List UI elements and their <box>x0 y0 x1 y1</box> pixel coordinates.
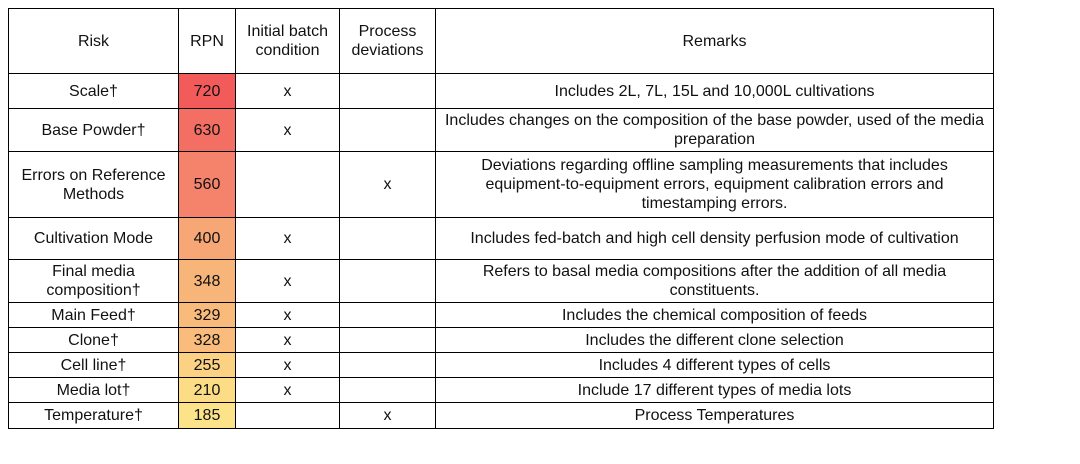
header-remarks: Remarks <box>436 9 994 74</box>
risk-cell: Cell line† <box>9 353 179 378</box>
table-row <box>9 353 994 378</box>
header-rpn: RPN <box>179 9 236 74</box>
process-deviation-cell <box>340 378 436 403</box>
risk-cell: Final media composition† <box>9 260 179 303</box>
caption-strip <box>0 0 1080 8</box>
header-process-deviations: Process deviations <box>340 9 436 74</box>
risk-cell: Base Powder† <box>9 109 179 152</box>
header-initial-batch-condition: Initial batch condition <box>236 9 340 74</box>
remarks-cell: Refers to basal media compositions after the addition of all media constituents. <box>436 260 994 303</box>
remarks-cell: Process Temperatures <box>436 403 994 429</box>
process-deviation-cell <box>340 303 436 328</box>
initial-batch-cell: x <box>236 109 340 152</box>
table-row <box>9 303 994 328</box>
risk-cell: Cultivation Mode <box>9 218 179 260</box>
rpn-cell: 185 <box>179 403 236 429</box>
table-row <box>9 152 994 218</box>
remarks-cell: Deviations regarding offline sampling measurements that includes equipment-to-equipment errors, equipment calibration errors and timestamping errors. <box>436 152 994 218</box>
remarks-cell: Includes fed-batch and high cell density perfusion mode of cultivation <box>436 218 994 260</box>
initial-batch-cell <box>236 152 340 218</box>
initial-batch-cell: x <box>236 74 340 109</box>
process-deviation-cell <box>340 353 436 378</box>
rpn-cell: 348 <box>179 260 236 303</box>
table-row <box>9 109 994 152</box>
initial-batch-cell: x <box>236 218 340 260</box>
remarks-cell: Includes the different clone selection <box>436 328 994 353</box>
process-deviation-cell <box>340 74 436 109</box>
table-row <box>9 403 994 429</box>
table-row <box>9 218 994 260</box>
rpn-cell: 255 <box>179 353 236 378</box>
initial-batch-cell <box>236 403 340 429</box>
initial-batch-cell: x <box>236 260 340 303</box>
rpn-cell: 630 <box>179 109 236 152</box>
risk-cell: Main Feed† <box>9 303 179 328</box>
remarks-cell: Includes 2L, 7L, 15L and 10,000L cultivations <box>436 74 994 109</box>
header-risk: Risk <box>9 9 179 74</box>
risk-cell: Temperature† <box>9 403 179 429</box>
remarks-cell: Include 17 different types of media lots <box>436 378 994 403</box>
risk-cell: Media lot† <box>9 378 179 403</box>
process-deviation-cell <box>340 218 436 260</box>
table-row <box>9 378 994 403</box>
header-row <box>9 9 994 74</box>
table-row <box>9 328 994 353</box>
risk-cell: Clone† <box>9 328 179 353</box>
initial-batch-cell: x <box>236 378 340 403</box>
process-deviation-cell <box>340 328 436 353</box>
risk-cell: Scale† <box>9 74 179 109</box>
rpn-cell: 560 <box>179 152 236 218</box>
remarks-cell: Includes the chemical composition of feeds <box>436 303 994 328</box>
rpn-cell: 329 <box>179 303 236 328</box>
remarks-cell: Includes changes on the composition of the base powder, used of the media preparation <box>436 109 994 152</box>
rpn-cell: 328 <box>179 328 236 353</box>
initial-batch-cell: x <box>236 303 340 328</box>
rpn-cell: 210 <box>179 378 236 403</box>
process-deviation-cell <box>340 109 436 152</box>
risk-cell: Errors on Reference Methods <box>9 152 179 218</box>
risk-table <box>8 8 994 429</box>
rpn-cell: 400 <box>179 218 236 260</box>
process-deviation-cell <box>340 260 436 303</box>
remarks-cell: Includes 4 different types of cells <box>436 353 994 378</box>
table-row <box>9 260 994 303</box>
rpn-cell: 720 <box>179 74 236 109</box>
process-deviation-cell: x <box>340 152 436 218</box>
process-deviation-cell: x <box>340 403 436 429</box>
table-row <box>9 74 994 109</box>
initial-batch-cell: x <box>236 328 340 353</box>
initial-batch-cell: x <box>236 353 340 378</box>
